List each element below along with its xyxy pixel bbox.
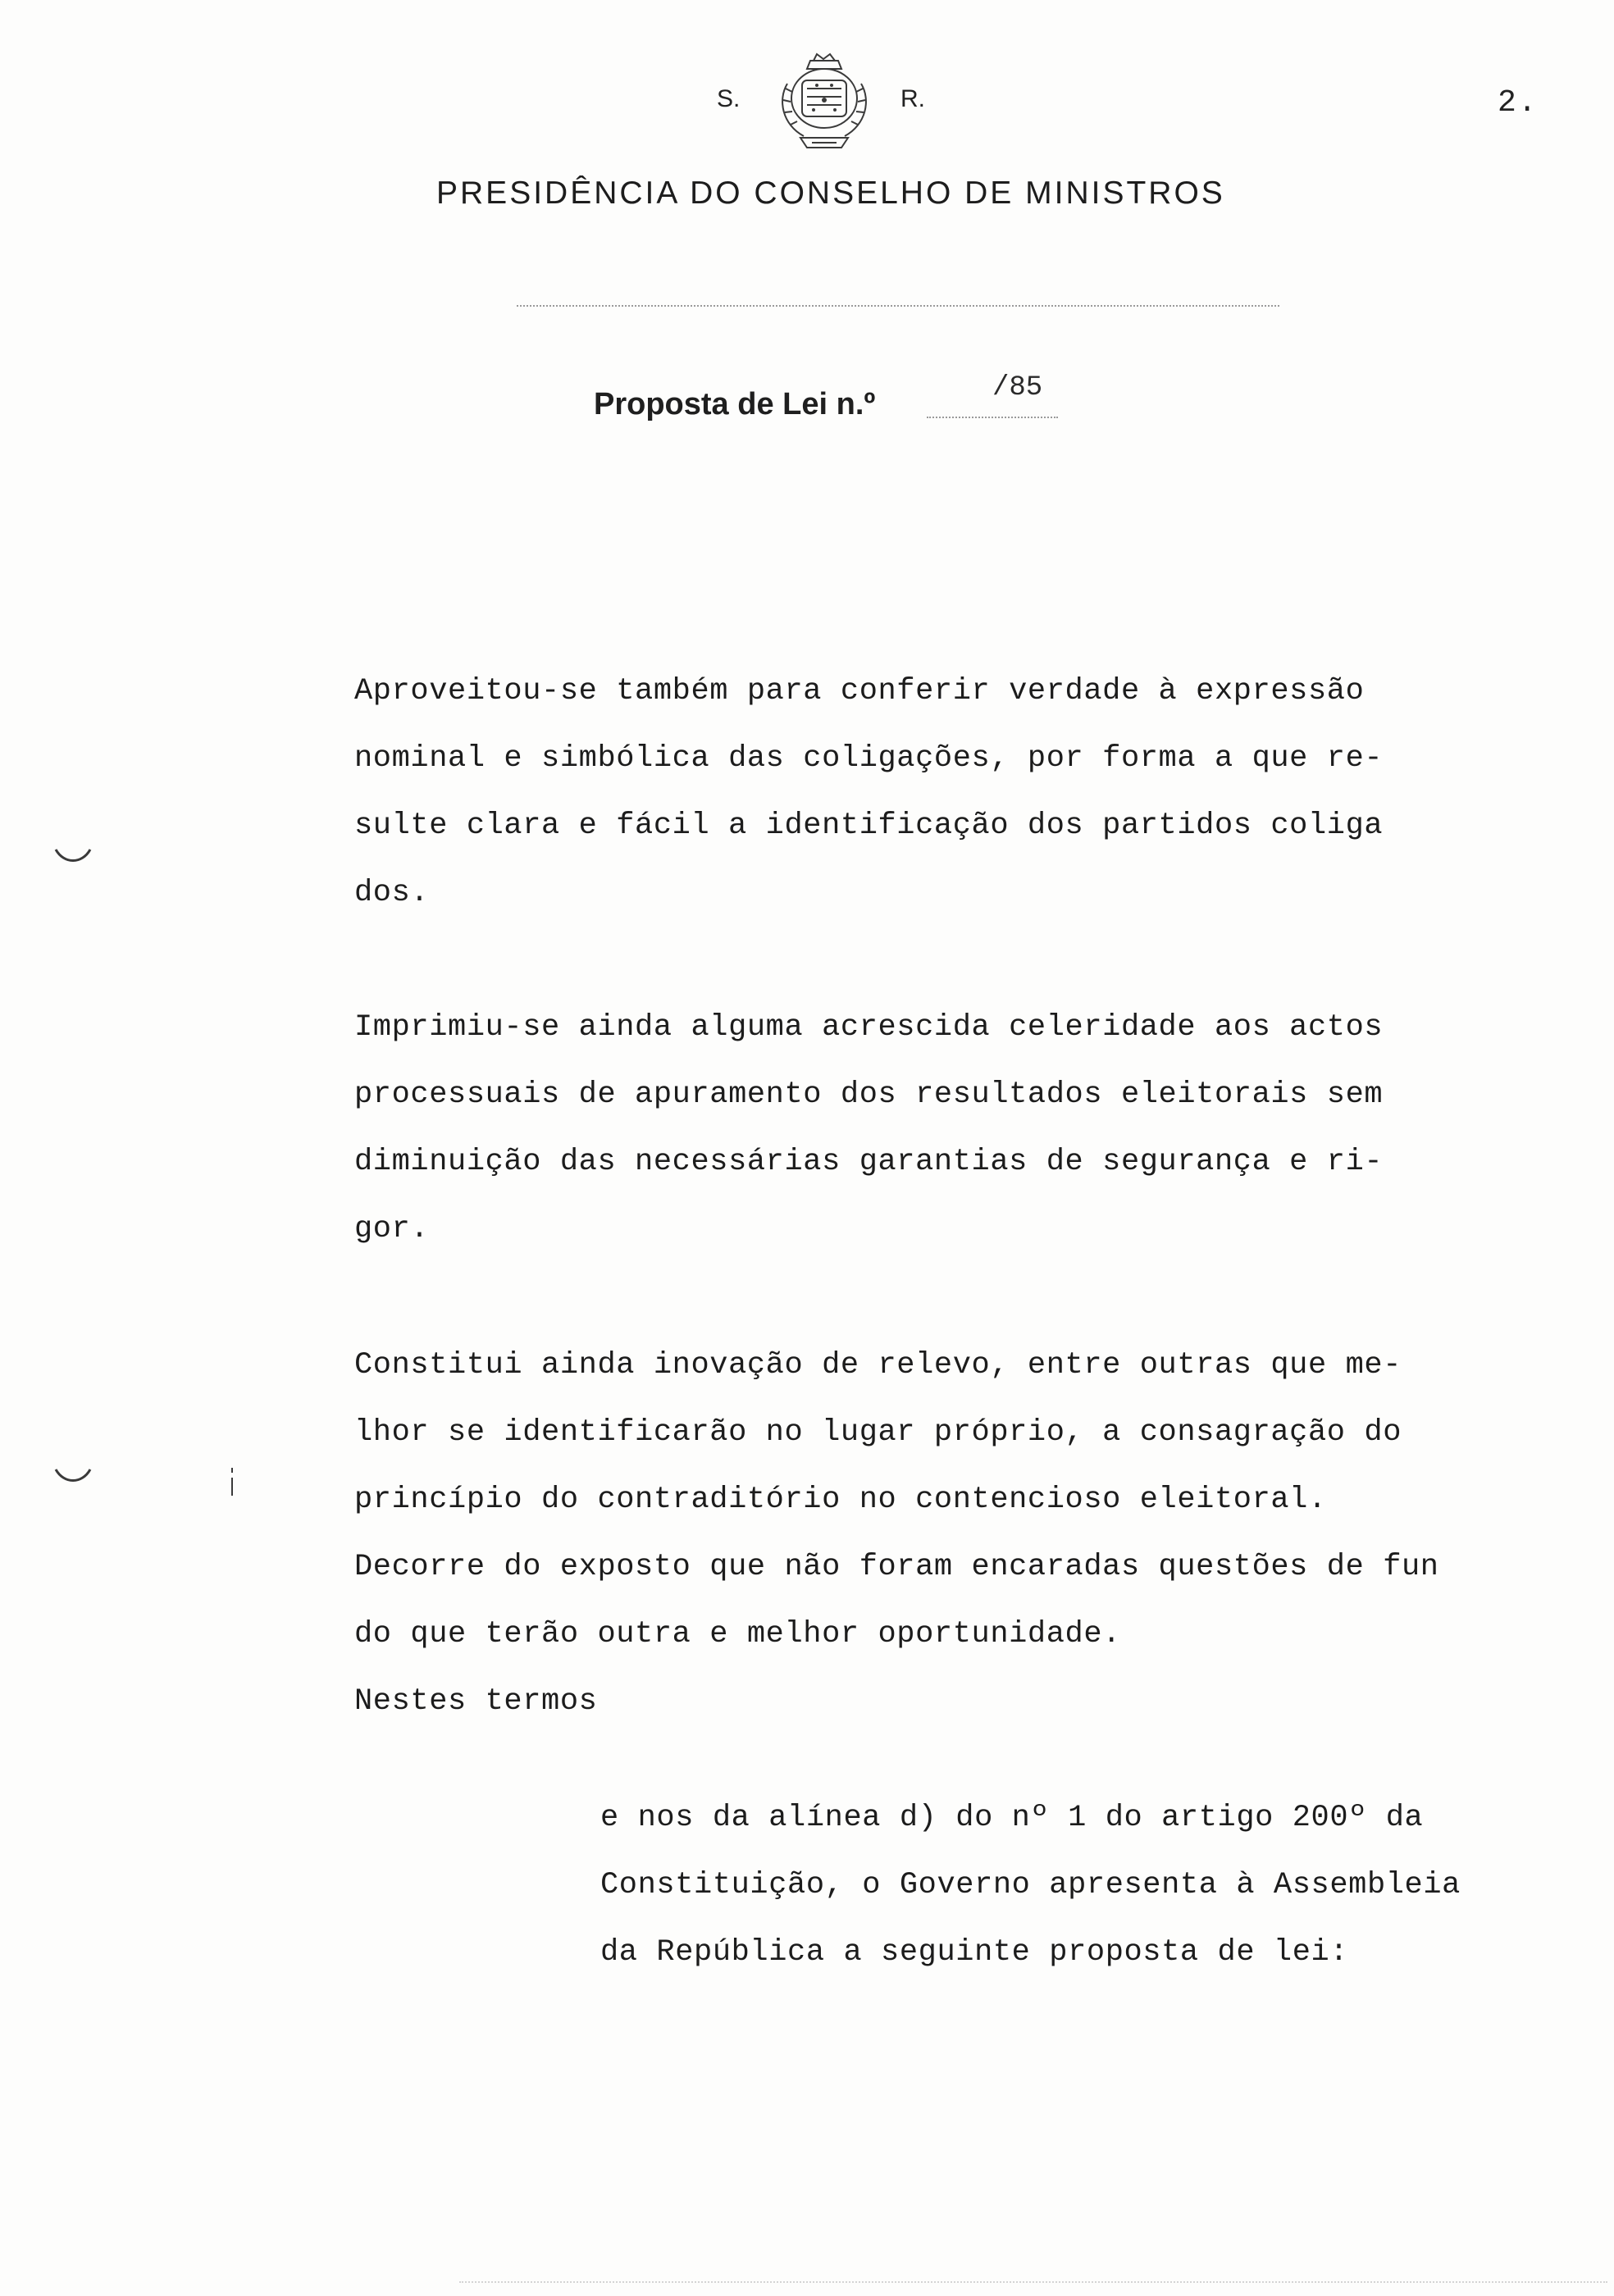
paragraph-line: Decorre do exposto que não foram encaradas questões de fun bbox=[354, 1550, 1439, 1584]
punch-hole-mark-icon bbox=[54, 1468, 92, 1486]
header-letter-r: R. bbox=[900, 85, 925, 112]
bottom-scan-noise bbox=[459, 2281, 1607, 2283]
institution-title: PRESIDÊNCIA DO CONSELHO DE MINISTROS bbox=[436, 175, 1225, 211]
paragraph-line: Aproveitou-se também para conferir verdade à expressão bbox=[354, 674, 1365, 708]
coat-of-arms-icon bbox=[771, 51, 878, 156]
paragraph-line: Imprimiu-se ainda alguma acrescida celeridade aos actos bbox=[354, 1010, 1384, 1045]
paragraph-line: processuais de apuramento dos resultados eleitorais sem bbox=[354, 1077, 1384, 1112]
header-divider bbox=[517, 305, 1279, 307]
margin-tick-icon bbox=[230, 1468, 235, 1496]
paragraph-line: dos. bbox=[354, 876, 430, 910]
paragraph-line: e nos da alínea d) do nº 1 do artigo 200º da bbox=[600, 1801, 1424, 1835]
paragraph-line: sulte clara e fácil a identificação dos partidos coliga bbox=[354, 809, 1384, 843]
paragraph-line: Constitui ainda inovação de relevo, entre outras que me- bbox=[354, 1348, 1402, 1383]
proposal-number: /85 bbox=[992, 372, 1043, 403]
punch-hole-mark-icon bbox=[54, 848, 92, 866]
paragraph-line: gor. bbox=[354, 1212, 430, 1246]
paragraph-line: do que terão outra e melhor oportunidade. bbox=[354, 1617, 1121, 1651]
page-number: 2. bbox=[1498, 85, 1539, 121]
paragraph-line: Nestes termos bbox=[354, 1684, 598, 1719]
paragraph-line: diminuição das necessárias garantias de segurança e ri- bbox=[354, 1145, 1384, 1179]
paragraph-line: princípio do contraditório no contencioso eleitoral. bbox=[354, 1483, 1327, 1517]
paragraph-line: lhor se identificarão no lugar próprio, a consagração do bbox=[354, 1415, 1402, 1450]
header-letter-s: S. bbox=[717, 85, 741, 112]
proposal-number-field bbox=[927, 417, 1058, 418]
paragraph-line: da República a seguinte proposta de lei: bbox=[600, 1935, 1349, 1970]
proposal-label: Proposta de Lei n.º bbox=[594, 387, 876, 421]
paragraph-line: nominal e simbólica das coligações, por forma a que re- bbox=[354, 741, 1384, 776]
paragraph-line: Constituição, o Governo apresenta à Assembleia bbox=[600, 1868, 1461, 1902]
